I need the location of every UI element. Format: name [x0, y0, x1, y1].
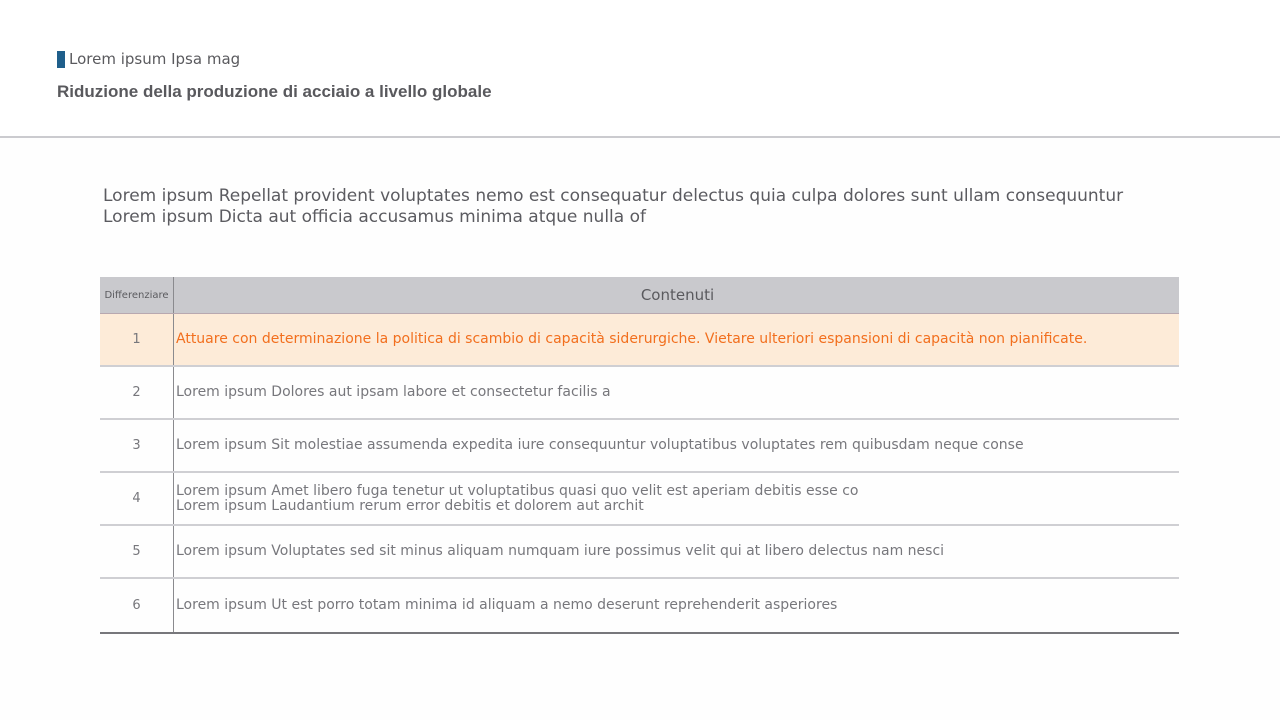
- row-content: [174, 367, 1179, 418]
- row-number: 1: [100, 314, 174, 365]
- row-content: [174, 420, 1179, 471]
- table-row: [100, 473, 1179, 526]
- section-tag-label: Lorem ipsum Ipsa mag: [69, 50, 241, 68]
- row-number: 2: [100, 367, 174, 418]
- table-row: [100, 579, 1179, 632]
- intro-text: [103, 186, 1203, 228]
- table-row: [100, 367, 1179, 420]
- table-row: [100, 526, 1179, 579]
- row-content: [174, 526, 1179, 577]
- column-header-contenuti: Contenuti: [640, 285, 715, 304]
- row-content-line: Lorem ipsum Dolores aut ipsam labore et consectetur facilis a: [176, 384, 611, 400]
- row-number: 5: [100, 526, 174, 577]
- row-content-line: Lorem ipsum Ut est porro totam minima id aliquam a nemo deserunt reprehenderit asperiores: [176, 597, 838, 613]
- row-content: [174, 579, 1179, 632]
- row-number: 6: [100, 579, 174, 632]
- measures-table: [100, 277, 1179, 634]
- row-content: [174, 473, 1179, 524]
- page-title: Riduzione della produzione di acciaio a livello globale: [57, 82, 492, 101]
- table-row-highlighted: [100, 314, 1179, 367]
- row-content-line: Lorem ipsum Voluptates sed sit minus aliquam numquam iure possimus velit qui at libero delectus nam nesci: [176, 543, 945, 559]
- column-header-differenziare: Differenziare: [100, 277, 174, 313]
- row-content-line: Lorem ipsum Sit molestiae assumenda expedita iure consequuntur voluptatibus voluptates rem quibusdam neque conse: [176, 437, 1024, 453]
- table-header-row: [100, 277, 1179, 314]
- row-content-line: Lorem ipsum Amet libero fuga tenetur ut voluptatibus quasi quo velit est aperiam debitis esse co: [176, 482, 859, 499]
- section-tag: [57, 50, 240, 68]
- row-content-line: Attuare con determinazione la politica di scambio di capacità siderurgiche. Vietare ulteriori espansioni di capacità non pianificate.: [176, 331, 1088, 347]
- table-row: [100, 420, 1179, 473]
- row-content: [174, 314, 1179, 365]
- slide-header: [0, 0, 1280, 138]
- accent-bar-icon: [57, 51, 65, 68]
- row-number: 4: [100, 473, 174, 524]
- row-content-line: Lorem ipsum Laudantium rerum error debitis et dolorem aut archit: [176, 497, 644, 514]
- intro-line: Lorem ipsum Dicta aut officia accusamus minima atque nulla of: [103, 207, 646, 227]
- row-number: 3: [100, 420, 174, 471]
- intro-line: Lorem ipsum Repellat provident voluptates nemo est consequatur delectus quia culpa dolores sunt ullam consequuntur: [103, 186, 1124, 206]
